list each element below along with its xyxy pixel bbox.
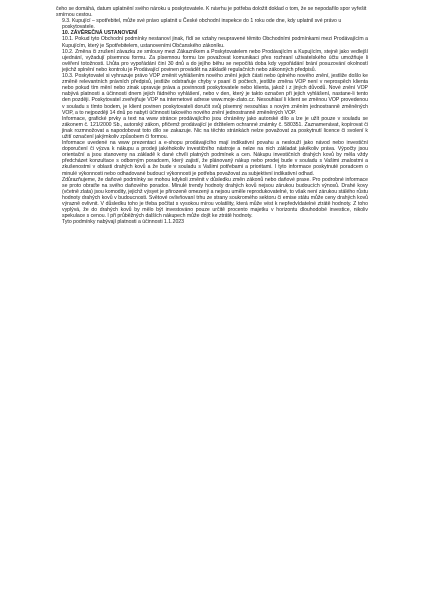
section-title: 10. ZÁVĚREČNÁ USTANOVENÍ — [62, 30, 138, 37]
paragraph-10-1: 10.1. Pokud tyto Obchodní podmínky nestanoví jinak, řídí se vztahy neupravené těmito Obchodními podmínkami mezi Prodávajícím a Kupujícím, který je Spotřebitelem, ustanoveními Občanského zákoníku. — [62, 36, 368, 49]
effective-date: Tyto podmínky nabývají platnosti a účinnosti 1.1.2023 — [62, 219, 185, 226]
paragraph-investment-disclaimer: Informace uvedené na www prezentaci a e-shopu prodávajícího mají indikativní povahu a neslouží jako návod nebo investiční doporučení či výzva k nákupu a prodeji jakéhokoliv investičního nástroje a nelze na nich základat jakékoliv práva. Výpočty jsou orientační a jsou stanoveny na základě k dané chvíli platných podmínek a cen. Nákupu investičních drahých kovů by měla vždy předcházet konzultace s odborným poradcem, který zajistí, že plánovaný nákup nebo prodej bude v souladu s Vašimi znalostmi a zkušenostmi v oblasti drahých kovů a že bude v souladu s Vašimi potřebami a prioritami. I tyto informace poskytnuté poradcem o minulé výkonnosti nebo odhadované budoucí výkonnosti je potřeba považovat za subjektivní indikativní odhad. — [62, 140, 368, 177]
paragraph-10-3: 10.3. Poskytovatel si vyhrazuje právo VOP změnit vyhlášením nového znění jejich části nebo úplného nového znění, jestliže došlo ke změně relevantních právních předpisů, jestliže odstraňuje chyby v psaní či počtech, jestliže změna VOP není v neprospěch klienta nebo pokud tím mění nebo zinak upravuje práva a povinnosti poskytovatele nebo klienta, jakož i z jiných důvodů. Nové znění VOP nabývá platnosti a účinnosti dnem jejich řádného vyhlášení, nebo v den, který je takto označen při jejich vyhlášení, nastane-li tento den později. Poskytovatel zveřejňuje VOP na internetové adrese www.moje-zlato.cz. Nesouhlasí li klient se změnou VOP provedenou v souladu s tímto bodem, je klient povinen poskytovateli doručit svůj písemný nesouhlas s novým zněním jednostranně změněných VOP, a to nejpozději 14 dnů po nabytí účinnosti takového nového znění jednostranně změněných VOP. — [62, 73, 368, 116]
paragraph-tax-disclaimer: Zdůrazňujeme, že daňové podmínky se mohou kdykoli změnit v důsledku změn zákonů nebo daňové praxe. Pro podrobné informace se proto obraťte na svého daňového poradce. Minulé trendy hodnoty drahých kovů nejsou zárukou budoucích výnosů. Drahé kovy (včetně zlata) jsou komodity, jejichž výsyet je přirozeně omezený a nejsou uměle reprodukovatelné, to však není zárukou stálého růstu hodnoty drahých kovů v budoucnosti. Světové ovlivňovaní trhu ze strany soukromého sektoru či emise státu může ceny drahých kovů výrazně ovlivnit. V důsledku toho je třeba počítat s vysokou mírou volatility, která může vést k nepředvídatelné ztrátě hodnoty. Z toho vyplývá, že do drahých kovů by mělo být investováno pouze určitě procento majetku v horizontu dlouhodobé investice, nikoliv spekulace s cenou. I při průběžných dalších nákupech může dojít ke ztrátě hodnoty. — [62, 176, 368, 220]
paragraph-tail: čeho se domáhá, datum uplatnění svého nároku u poskytovatele. K návrhu je potřeba doložit doklad o tom, že se nepodařilo spor vyřešit smírnou cestou. — [56, 6, 367, 19]
paragraph-10-2: 10.2. Změna či zrušení závazku ze smlouvy mezi Zákazníkem a Poskytovatelem nebo Prodávajícím a Kupujícím, stejně jako vedlejší ujednání, vyžadují písemnou formu. Za písemnou formu lze považovat komunikaci přes rozhraní uživatelského účtu umožňuje li ověření totožnosti. Lhůta pro vypořádání činí 30 dnů a do jejího běhu se nepočítá doba kdy vypořádání brání posuzování okolností jejichž splnění nebo kontrolu je Prodávající povinen provádět na základě regulačních nebo zákonných předpisů. — [62, 48, 368, 73]
paragraph-9-3: 9.3. Kupující – spotřebitel, může své právo uplatnit u České obchodní inspekce do 1 roku ode dne, kdy uplatnil své právo u poskytovatele. — [62, 18, 342, 31]
paragraph-copyright: Informace, grafické prvky a text na www stránce prodávajícího jsou chráněny jako autorské dílo a lze je užít pouze v souladu se zákonem č. 121/2000 Sb., autorský zákon, přičemž prodávající je držitelem ochranné známky č. 580351. Zaznamenávat, kopírovat či jinak rozmnožovat a napodobovat toto dílo se zakazuje. Nic na těchto stránkách nelze považovat za poskytnutí licence či svolení k užití označení jakýmkoliv způsobem či formou. — [62, 115, 368, 140]
